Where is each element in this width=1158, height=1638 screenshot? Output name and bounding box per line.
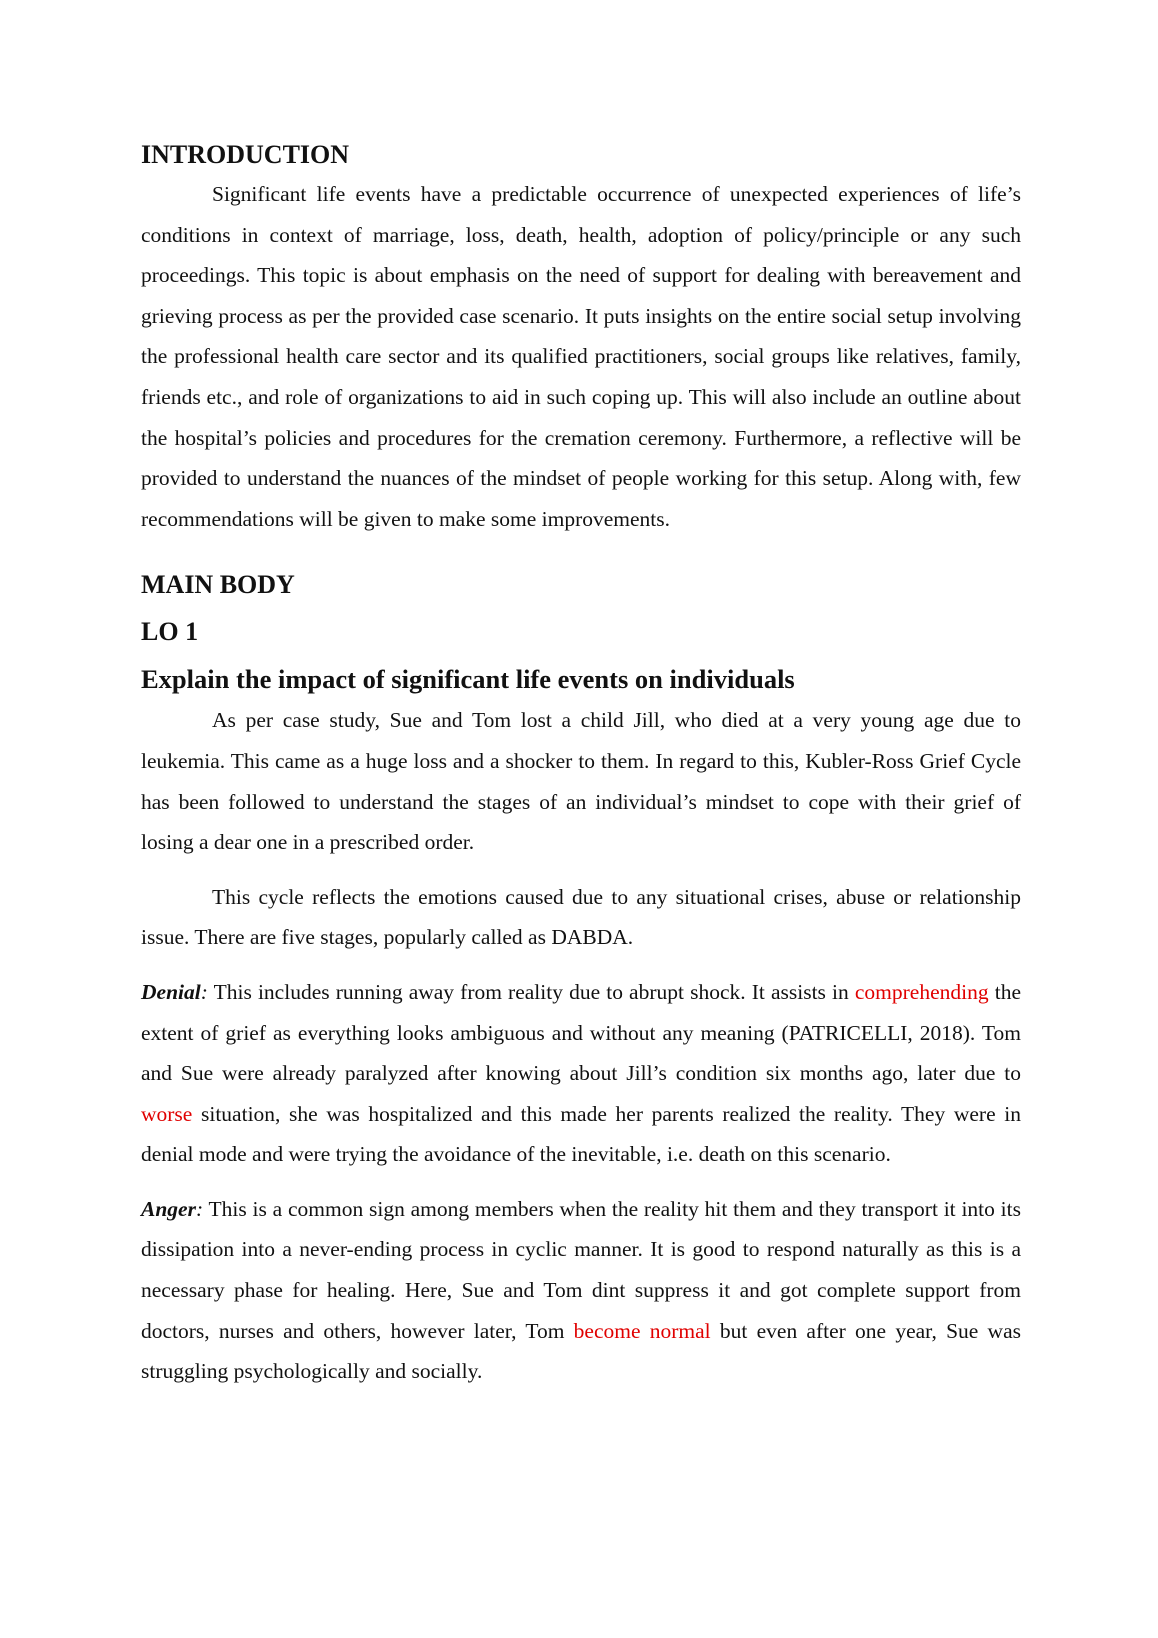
highlighted-word: become normal [573,1318,711,1343]
highlighted-word: worse [141,1101,193,1126]
denial-text-c: situation, she was hospitalized and this made her parents realized the reality. They were in denial mode and were trying the avoidance of the inevitable, i.e. death on this scenario. [141,1101,1021,1167]
highlighted-word: comprehending [854,979,989,1004]
denial-paragraph [141,972,1021,1175]
case-study-paragraph: As per case study, Sue and Tom lost a child Jill, who died at a very young age due to leukemia. This came as a huge loss and a shocker to them. In regard to this, Kubler-Ross Grief Cycle has been followed to understand the stages of an individual’s mindset to cope with their grief of losing a dear one in a prescribed order. [141,708,1021,855]
anger-term: Anger [141,1196,196,1221]
lo1-subheading: Explain the impact of significant life events on individuals [141,664,795,695]
document-page [141,138,1021,1392]
denial-term: Denial [141,979,201,1004]
introduction-paragraph: Significant life events have a predictable occurrence of unexpected experiences of life’s conditions in context of marriage, loss, death, health, adoption of policy/principle or any such proceedings. This topic is about emphasis on the need of support for dealing with bereavement and grieving process as per the provided case scenario. It puts insights on the entire social setup involving the professional health care sector and its qualified practitioners, social groups like relatives, family, friends etc., and role of organizations to aid in such coping up. This will also include an outline about the hospital’s policies and procedures for the cremation ceremony. Furthermore, a reflective will be provided to understand the nuances of the mindset of people working for this setup. Along with, few recommendations will be given to make some improvements. [141,182,1021,531]
introduction-heading: INTRODUCTION [141,140,350,169]
denial-text-a: This includes running away from reality due to abrupt shock. It assists in [207,979,855,1004]
anger-text-a: This is a common sign among members when the reality hit them and they transport it into its dissipation into a never-ending process in cyclic manner. It is good to respond naturally as this is a necessary phase for healing. Here, Sue and Tom dint suppress it and got complete support from doctors, nurses and others, however later, Tom [141,1196,1021,1343]
denial-text-b: the extent of grief as everything looks ambiguous and without any meaning (PATRICELLI, 2018). Tom and Sue were already paralyzed after knowing about Jill’s condition six months ago, later due to [141,979,1021,1086]
main-body-heading: MAIN BODY [141,570,295,600]
denial-colon: : [200,979,208,1004]
cycle-paragraph: This cycle reflects the emotions caused due to any situational crises, abuse or relationship issue. There are five stages, popularly called as DABDA. [141,884,1021,950]
anger-paragraph [141,1189,1021,1392]
anger-text-b: but even after one year, Sue was struggling psychologically and socially. [141,1318,1021,1384]
anger-colon: : [195,1196,204,1221]
lo1-heading: LO 1 [141,617,199,647]
